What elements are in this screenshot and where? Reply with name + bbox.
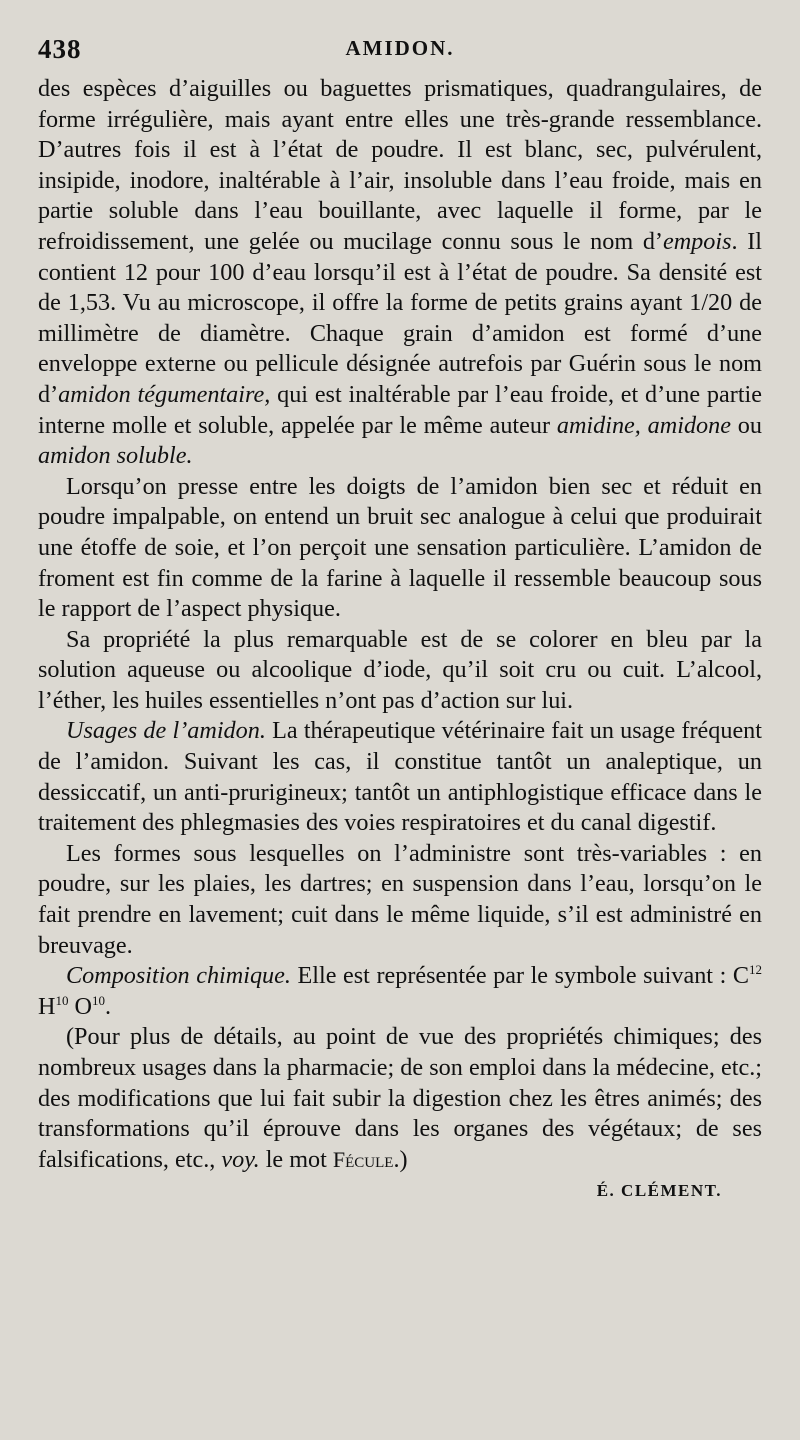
text-segment: ou — [730, 411, 762, 439]
text-segment: amidon soluble. — [38, 442, 193, 470]
paragraph-5 — [38, 839, 762, 961]
text-segment: 12 — [749, 962, 762, 978]
text-segment: Lorsqu’on presse entre les doigts de l’amidon bien sec et réduit en poudre impalpable, on entend un bruit sec analogue à celui que produirait une étoffe de soie, et l’on perçoit une sensation particulière. L’amidon de froment est fin comme de la farine à laquelle il ressemble beaucoup sous le rapport de l’aspect physique. — [38, 472, 762, 623]
text-segment: voy. — [221, 1145, 260, 1173]
text-segment: Fécule — [332, 1146, 394, 1172]
page-header — [38, 28, 762, 74]
text-segment: Les formes sous lesquelles on l’administre sont très-variables : en poudre, sur les plaies, les dartres; en suspension dans l’eau, lorsqu’on le fait prendre en lavement; cuit dans le même liquide, s’il est administré en breuvage. — [38, 839, 762, 959]
text-segment: Composition chimique. — [66, 962, 291, 990]
text-segment: 10 — [55, 992, 69, 1008]
text-segment: O — [68, 992, 92, 1020]
text-segment: . Il contient 12 pour 100 d’eau lorsqu’il est à l’état de poudre. Sa densité est de 1,53. Vu au microscope, il offre la forme de petits grains ayant 1/20 de millimètre de diamètre. Chaque grain d’amidon est formé d’une enveloppe externe ou pellicule désignée autrefois par Guérin sous le nom d’ — [38, 227, 762, 408]
page-number: 438 — [38, 34, 82, 64]
text-segment: le mot — [259, 1145, 333, 1173]
text-segment: H — [38, 992, 56, 1020]
text-segment: .) — [393, 1145, 408, 1173]
paragraph-4 — [38, 716, 762, 838]
text-segment: amidon tégumentaire, — [58, 380, 271, 408]
author-signature: É. CLÉMENT. — [596, 1181, 722, 1201]
paragraph-2 — [38, 472, 762, 625]
running-title: AMIDON. — [345, 36, 455, 60]
text-segment: 10 — [91, 992, 105, 1008]
text-segment: Sa propriété la plus remarquable est de se colorer en bleu par la solution aqueuse ou alcoolique d’iode, qu’il soit cru ou cuit. L’alcool, l’éther, les huiles essentielles n’ont pas d’action sur lui. — [38, 625, 762, 714]
paragraph-1 — [38, 74, 762, 472]
paragraph-3 — [38, 625, 762, 717]
body-text — [38, 74, 762, 1175]
text-segment: des espèces d’aiguilles ou baguettes prismatiques, quadrangulaires, de forme irrégulière, mais ayant entre elles une très-grande ressemblance. D’autres fois il est à l’état de poudre. Il est blanc, sec, pulvérulent, insipide, inodore, inaltérable à l’air, insoluble dans l’eau froide, mais en partie soluble dans l’eau bouillante, avec laquelle il forme, par le refroidissement, une gelée ou mucilage connu sous le nom d’ — [38, 75, 762, 255]
text-segment: La thérapeutique vétérinaire fait un usage fréquent de l’amidon. Suivant les cas, il constitue tantôt un analeptique, un dessiccatif, un anti-prurigineux; tantôt un antiphlogistique efficace dans le traitement des phlegmasies des voies respiratoires et du canal digestif. — [38, 717, 763, 837]
text-segment: Elle est représentée par le symbole suivant : C — [290, 962, 749, 990]
paragraph-6 — [38, 961, 762, 1022]
text-segment: amidine, amidone — [556, 411, 731, 439]
text-segment: empois — [662, 227, 732, 255]
text-segment: (Pour plus de détails, au point de vue des propriétés chimiques; des nombreux usages dans la pharmacie; de son emploi dans la médecine, etc.; des modifications que lui fait subir la digestion chez les êtres animés; des transformations qu’il éprouve dans les organes des végétaux; de ses falsifications, etc., — [38, 1023, 762, 1173]
text-segment: . — [104, 992, 112, 1020]
text-segment: Usages de l’amidon. — [66, 717, 266, 745]
paragraph-7 — [38, 1022, 762, 1175]
text-segment: qui est inaltérable par l’eau froide, et d’une partie interne molle et soluble, appelée par le même auteur — [38, 380, 762, 439]
